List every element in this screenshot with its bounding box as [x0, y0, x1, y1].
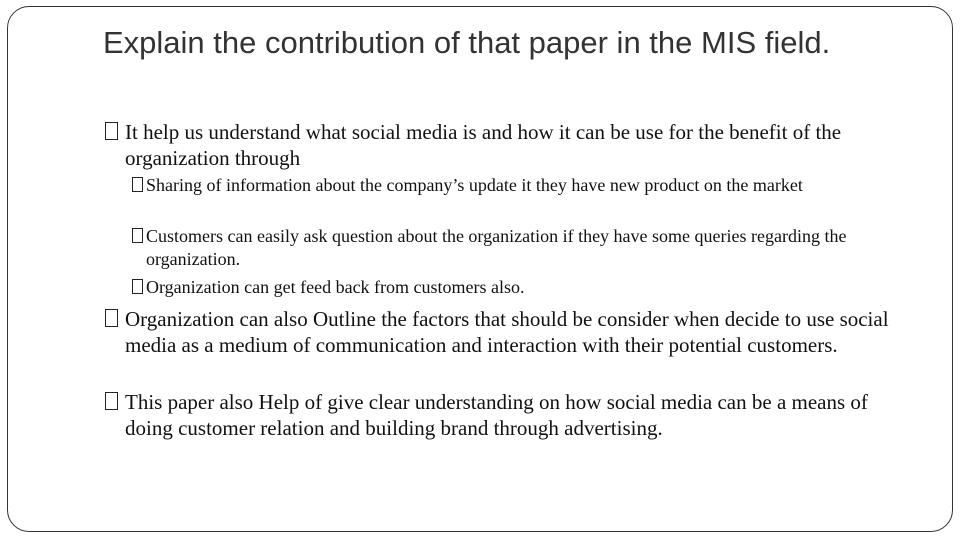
bullet-item: [105, 306, 905, 358]
bullet-item: [105, 119, 905, 171]
bullet-text: Organization can also Outline the factors that should be consider when decide to use social media as a medium of communication and interaction with their potential customers.: [125, 307, 889, 357]
bullet-item: [105, 389, 905, 441]
square-box-icon: [132, 225, 143, 249]
bullet-text: This paper also Help of give clear understanding on how social media can be a means of doing customer relation and building brand through advertising.: [125, 390, 868, 440]
sub-bullet-item: [132, 276, 912, 299]
sub-bullet-text: Organization can get feed back from customers also.: [146, 277, 525, 297]
square-box-icon: [105, 119, 118, 146]
sub-bullet-text: Customers can easily ask question about the organization if they have some queries regarding the organization.: [146, 226, 847, 269]
square-box-icon: [132, 174, 143, 198]
slide-title: Explain the contribution of that paper in the MIS field.: [103, 25, 831, 60]
square-box-icon: [105, 306, 118, 333]
bullet-text: It help us understand what social media is and how it can be use for the benefit of the organization through: [125, 120, 842, 170]
sub-bullet-item: [132, 225, 912, 271]
sub-bullet-item: [132, 174, 912, 197]
square-box-icon: [132, 276, 143, 300]
square-box-icon: [105, 389, 118, 416]
sub-bullet-text: Sharing of information about the company’s update it they have new product on the market: [146, 175, 803, 195]
